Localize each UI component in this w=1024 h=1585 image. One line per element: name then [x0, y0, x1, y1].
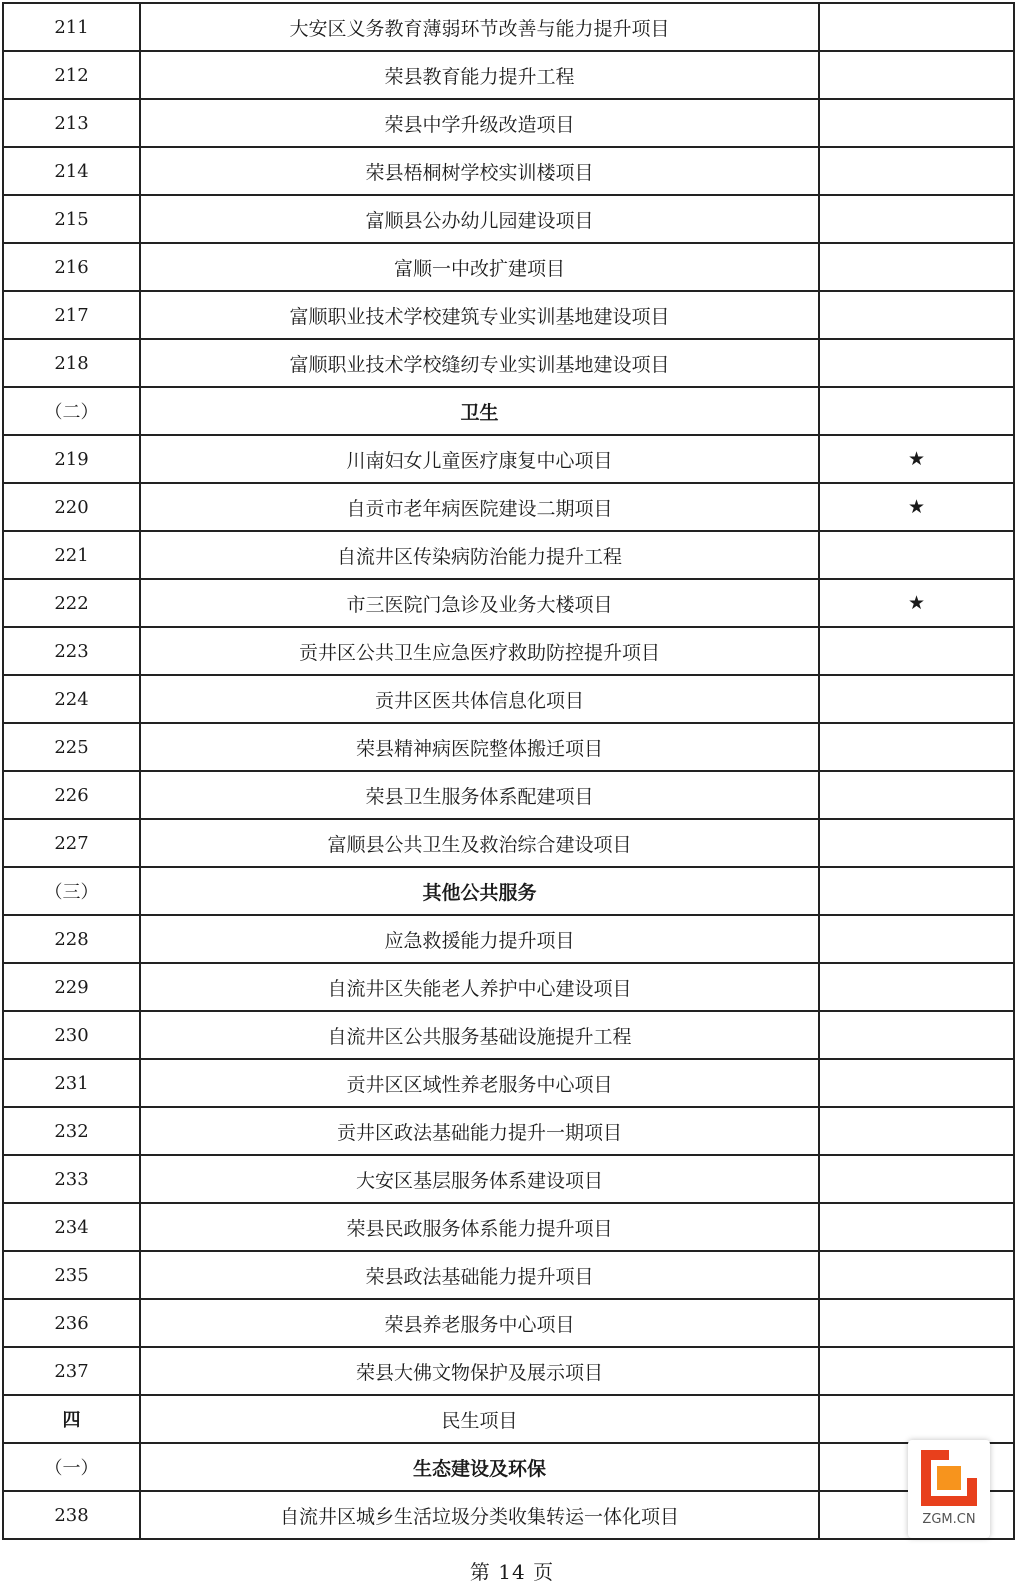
row-number-cell: 234: [3, 1203, 140, 1251]
project-name-cell: 川南妇女儿童医疗康复中心项目: [140, 435, 819, 483]
key-project-mark-cell: [819, 99, 1014, 147]
project-name-cell: 应急救援能力提升项目: [140, 915, 819, 963]
row-number-cell: 226: [3, 771, 140, 819]
table-row: [3, 1155, 1014, 1203]
project-name-cell: 大安区义务教育薄弱环节改善与能力提升项目: [140, 3, 819, 51]
row-number-cell: 215: [3, 195, 140, 243]
key-project-mark-cell: [819, 1011, 1014, 1059]
key-project-mark-cell: [819, 339, 1014, 387]
row-number-cell: 231: [3, 1059, 140, 1107]
key-project-mark-cell: ★: [819, 435, 1014, 483]
project-name-cell: 富顺职业技术学校缝纫专业实训基地建设项目: [140, 339, 819, 387]
project-name-cell: 贡井区医共体信息化项目: [140, 675, 819, 723]
table-row: [3, 387, 1014, 435]
project-name-cell: 卫生: [140, 387, 819, 435]
project-name-cell: 荣县梧桐树学校实训楼项目: [140, 147, 819, 195]
table-row: [3, 1203, 1014, 1251]
project-name-cell: 荣县民政服务体系能力提升项目: [140, 1203, 819, 1251]
row-number-cell: 211: [3, 3, 140, 51]
row-number-cell: 227: [3, 819, 140, 867]
key-project-mark-cell: [819, 531, 1014, 579]
row-number-cell: 232: [3, 1107, 140, 1155]
key-project-mark-cell: [819, 1395, 1014, 1443]
row-number-cell: 217: [3, 291, 140, 339]
row-number-cell: 237: [3, 1347, 140, 1395]
key-project-mark-cell: [819, 627, 1014, 675]
watermark: [908, 1440, 990, 1538]
row-number-cell: 233: [3, 1155, 140, 1203]
key-project-mark-cell: [819, 1107, 1014, 1155]
project-table-body: [3, 3, 1014, 1539]
row-number-cell: 225: [3, 723, 140, 771]
row-number-cell: 236: [3, 1299, 140, 1347]
table-row: [3, 963, 1014, 1011]
row-number-cell: 212: [3, 51, 140, 99]
key-project-mark-cell: [819, 291, 1014, 339]
table-row: [3, 915, 1014, 963]
row-number-cell: 220: [3, 483, 140, 531]
table-row: [3, 435, 1014, 483]
row-number-cell: 238: [3, 1491, 140, 1539]
key-project-mark-cell: [819, 195, 1014, 243]
table-row: [3, 1251, 1014, 1299]
key-project-mark-cell: [819, 3, 1014, 51]
project-name-cell: 其他公共服务: [140, 867, 819, 915]
row-number-cell: 230: [3, 1011, 140, 1059]
project-name-cell: 富顺县公共卫生及救治综合建设项目: [140, 819, 819, 867]
row-number-cell: 235: [3, 1251, 140, 1299]
project-name-cell: 自贡市老年病医院建设二期项目: [140, 483, 819, 531]
project-name-cell: 荣县卫生服务体系配建项目: [140, 771, 819, 819]
table-row: [3, 771, 1014, 819]
key-project-mark-cell: [819, 723, 1014, 771]
row-number-cell: 224: [3, 675, 140, 723]
table-row: [3, 339, 1014, 387]
row-number-cell: 214: [3, 147, 140, 195]
project-name-cell: 自流井区失能老人养护中心建设项目: [140, 963, 819, 1011]
key-project-mark-cell: [819, 1059, 1014, 1107]
row-number-cell: （一）: [3, 1443, 140, 1491]
key-project-mark-cell: [819, 1347, 1014, 1395]
table-row: [3, 99, 1014, 147]
row-number-cell: 221: [3, 531, 140, 579]
table-row: [3, 627, 1014, 675]
project-name-cell: 富顺县公办幼儿园建设项目: [140, 195, 819, 243]
project-name-cell: 自流井区公共服务基础设施提升工程: [140, 1011, 819, 1059]
project-name-cell: 市三医院门急诊及业务大楼项目: [140, 579, 819, 627]
row-number-cell: （三）: [3, 867, 140, 915]
key-project-mark-cell: [819, 51, 1014, 99]
project-name-cell: 荣县精神病医院整体搬迁项目: [140, 723, 819, 771]
row-number-cell: 216: [3, 243, 140, 291]
row-number-cell: 四: [3, 1395, 140, 1443]
table-row: [3, 291, 1014, 339]
key-project-mark-cell: [819, 915, 1014, 963]
project-name-cell: 荣县政法基础能力提升项目: [140, 1251, 819, 1299]
row-number-cell: 228: [3, 915, 140, 963]
table-row: [3, 1299, 1014, 1347]
table-row: [3, 1107, 1014, 1155]
key-project-mark-cell: [819, 867, 1014, 915]
project-name-cell: 贡井区公共卫生应急医疗救助防控提升项目: [140, 627, 819, 675]
key-project-mark-cell: [819, 675, 1014, 723]
project-name-cell: 大安区基层服务体系建设项目: [140, 1155, 819, 1203]
table-row: [3, 819, 1014, 867]
project-name-cell: 富顺一中改扩建项目: [140, 243, 819, 291]
row-number-cell: 229: [3, 963, 140, 1011]
key-project-mark-cell: ★: [819, 579, 1014, 627]
table-row: [3, 867, 1014, 915]
key-project-mark-cell: [819, 387, 1014, 435]
table-row: [3, 1491, 1014, 1539]
key-project-mark-cell: [819, 771, 1014, 819]
table-row: [3, 1011, 1014, 1059]
table-row: [3, 1347, 1014, 1395]
project-name-cell: 民生项目: [140, 1395, 819, 1443]
project-name-cell: 自流井区城乡生活垃圾分类收集转运一体化项目: [140, 1491, 819, 1539]
table-row: [3, 1059, 1014, 1107]
key-project-mark-cell: [819, 1203, 1014, 1251]
project-name-cell: 荣县养老服务中心项目: [140, 1299, 819, 1347]
key-project-mark-cell: [819, 1251, 1014, 1299]
table-row: [3, 147, 1014, 195]
row-number-cell: 219: [3, 435, 140, 483]
key-project-mark-cell: [819, 1299, 1014, 1347]
project-name-cell: 荣县教育能力提升工程: [140, 51, 819, 99]
row-number-cell: （二）: [3, 387, 140, 435]
project-name-cell: 荣县中学升级改造项目: [140, 99, 819, 147]
table-row: [3, 531, 1014, 579]
table-row: [3, 243, 1014, 291]
key-project-mark-cell: [819, 1155, 1014, 1203]
row-number-cell: 218: [3, 339, 140, 387]
project-name-cell: 贡井区区域性养老服务中心项目: [140, 1059, 819, 1107]
row-number-cell: 223: [3, 627, 140, 675]
key-project-mark-cell: [819, 963, 1014, 1011]
key-project-mark-cell: [819, 243, 1014, 291]
project-name-cell: 贡井区政法基础能力提升一期项目: [140, 1107, 819, 1155]
key-project-mark-cell: [819, 819, 1014, 867]
table-row: [3, 51, 1014, 99]
project-name-cell: 荣县大佛文物保护及展示项目: [140, 1347, 819, 1395]
table-row: [3, 1395, 1014, 1443]
table-row: [3, 1443, 1014, 1491]
table-row: [3, 3, 1014, 51]
row-number-cell: 222: [3, 579, 140, 627]
project-name-cell: 富顺职业技术学校建筑专业实训基地建设项目: [140, 291, 819, 339]
table-row: [3, 723, 1014, 771]
table-row: [3, 579, 1014, 627]
table-row: [3, 483, 1014, 531]
watermark-text: ZGM.CN: [922, 1512, 976, 1527]
key-project-mark-cell: ★: [819, 483, 1014, 531]
zgm-logo-icon: [919, 1448, 979, 1508]
row-number-cell: 213: [3, 99, 140, 147]
table-row: [3, 675, 1014, 723]
key-project-mark-cell: [819, 147, 1014, 195]
project-table: [2, 2, 1015, 1540]
page-number: 第 14 页: [469, 1560, 555, 1584]
table-row: [3, 195, 1014, 243]
project-name-cell: 自流井区传染病防治能力提升工程: [140, 531, 819, 579]
project-name-cell: 生态建设及环保: [140, 1443, 819, 1491]
